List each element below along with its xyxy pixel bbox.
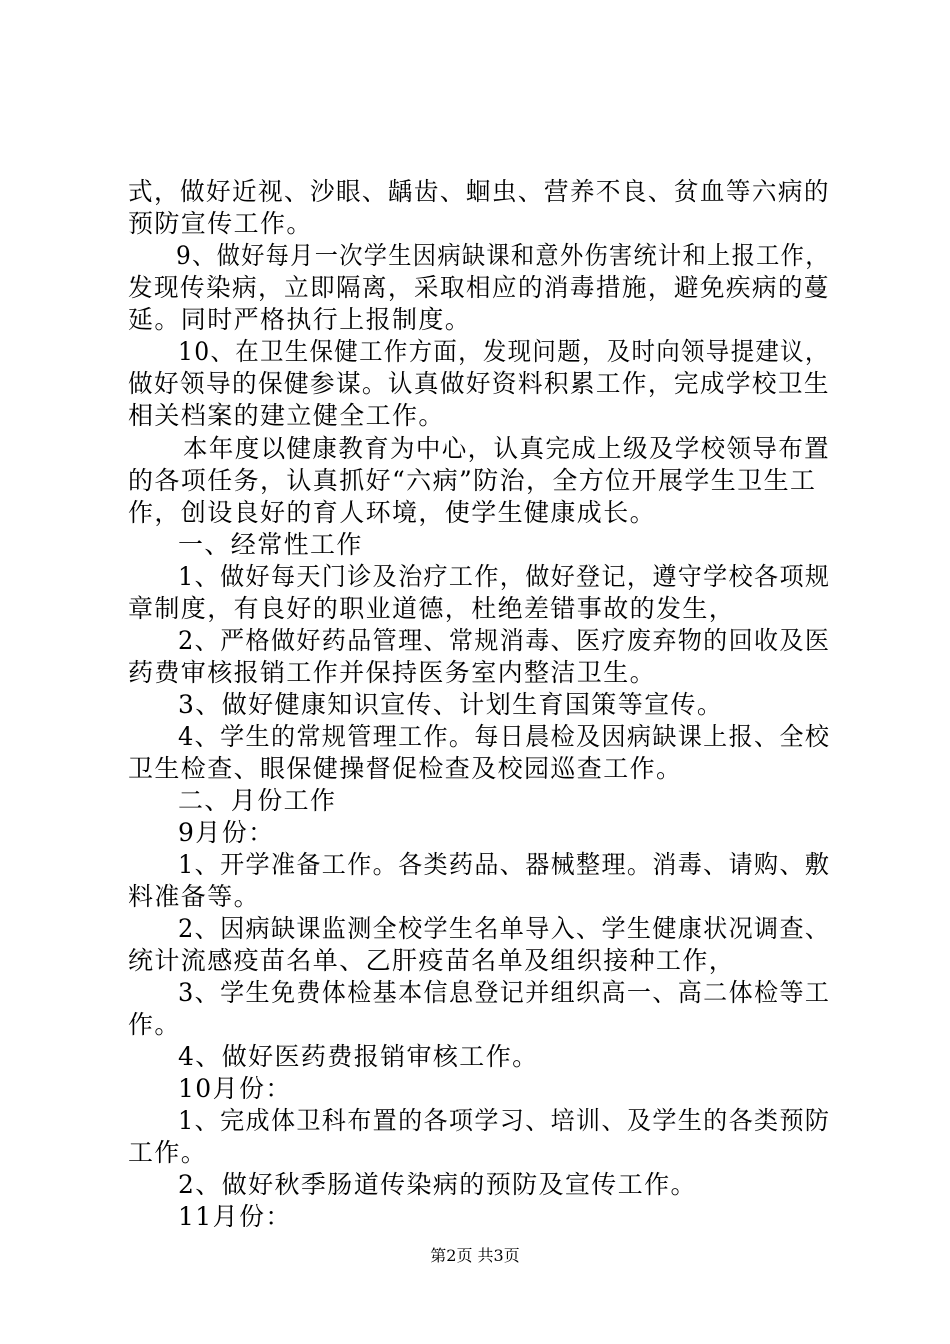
- section-heading: 一、经常性工作: [178, 530, 363, 559]
- text-line: 本年度以健康教育为中心，认真完成上级及学校领导布置: [183, 434, 831, 463]
- section-heading: 二、月份工作: [178, 786, 337, 815]
- text-line: 相关档案的建立健全工作。: [128, 401, 445, 430]
- page-footer: 第2页 共3页: [430, 1246, 520, 1265]
- text-line: 发现传染病，立即隔离，采取相应的消毒措施，避免疾病的蔓: [128, 273, 830, 302]
- text-line: 2、严格做好药品管理、常规消毒、医疗废弃物的回收及医: [178, 626, 831, 655]
- text-line: 1、做好每天门诊及治疗工作，做好登记，遵守学校各项规: [178, 562, 831, 591]
- text-line: 卫生检查、眼保健操督促检查及校园巡查工作。: [128, 754, 683, 783]
- text-line: 做好领导的保健参谋。认真做好资料积累工作，完成学校卫生: [128, 369, 830, 398]
- month-heading: 9月份：: [178, 818, 275, 847]
- text-line: 工作。: [128, 1138, 208, 1167]
- text-line: 料准备等。: [128, 882, 261, 911]
- text-line: 式，做好近视、沙眼、龋齿、蛔虫、营养不良、贫血等六病的: [128, 177, 830, 206]
- text-line: 2、因病缺课监测全校学生名单导入、学生健康状况调查、: [178, 914, 831, 943]
- text-line: 作。: [128, 1010, 181, 1039]
- text-line: 9、做好每月一次学生因病缺课和意外伤害统计和上报工作，: [176, 241, 830, 270]
- text-line: 1、完成体卫科布置的各项学习、培训、及学生的各类预防: [178, 1106, 831, 1135]
- text-line: 统计流感疫苗名单、乙肝疫苗名单及组织接种工作，: [128, 946, 736, 975]
- text-line: 章制度，有良好的职业道德，杜绝差错事故的发生，: [128, 594, 736, 623]
- text-line: 3、做好健康知识宣传、计划生育国策等宣传。: [178, 690, 724, 719]
- month-heading: 11月份：: [178, 1202, 292, 1231]
- text-line: 4、做好医药费报销审核工作。: [178, 1042, 539, 1071]
- text-line: 4、学生的常规管理工作。每日晨检及因病缺课上报、全校: [178, 722, 831, 751]
- text-line: 作，创设良好的育人环境，使学生健康成长。: [128, 498, 657, 527]
- text-line: 1、开学准备工作。各类药品、器械整理。消毒、请购、敷: [178, 850, 831, 879]
- text-line: 3、学生免费体检基本信息登记并组织高一、高二体检等工: [178, 978, 831, 1007]
- text-line: 药费审核报销工作并保持医务室内整洁卫生。: [128, 658, 657, 687]
- text-line: 延。同时严格执行上报制度。: [128, 305, 472, 334]
- text-line: 10、在卫生保健工作方面，发现问题，及时向领导提建议，: [178, 337, 830, 366]
- month-heading: 10月份：: [178, 1074, 292, 1103]
- text-line: 2、做好秋季肠道传染病的预防及宣传工作。: [178, 1170, 697, 1199]
- text-line: 的各项任务，认真抓好“六病”防治，全方位开展学生卫生工: [128, 466, 817, 495]
- text-line: 预防宣传工作。: [128, 209, 313, 238]
